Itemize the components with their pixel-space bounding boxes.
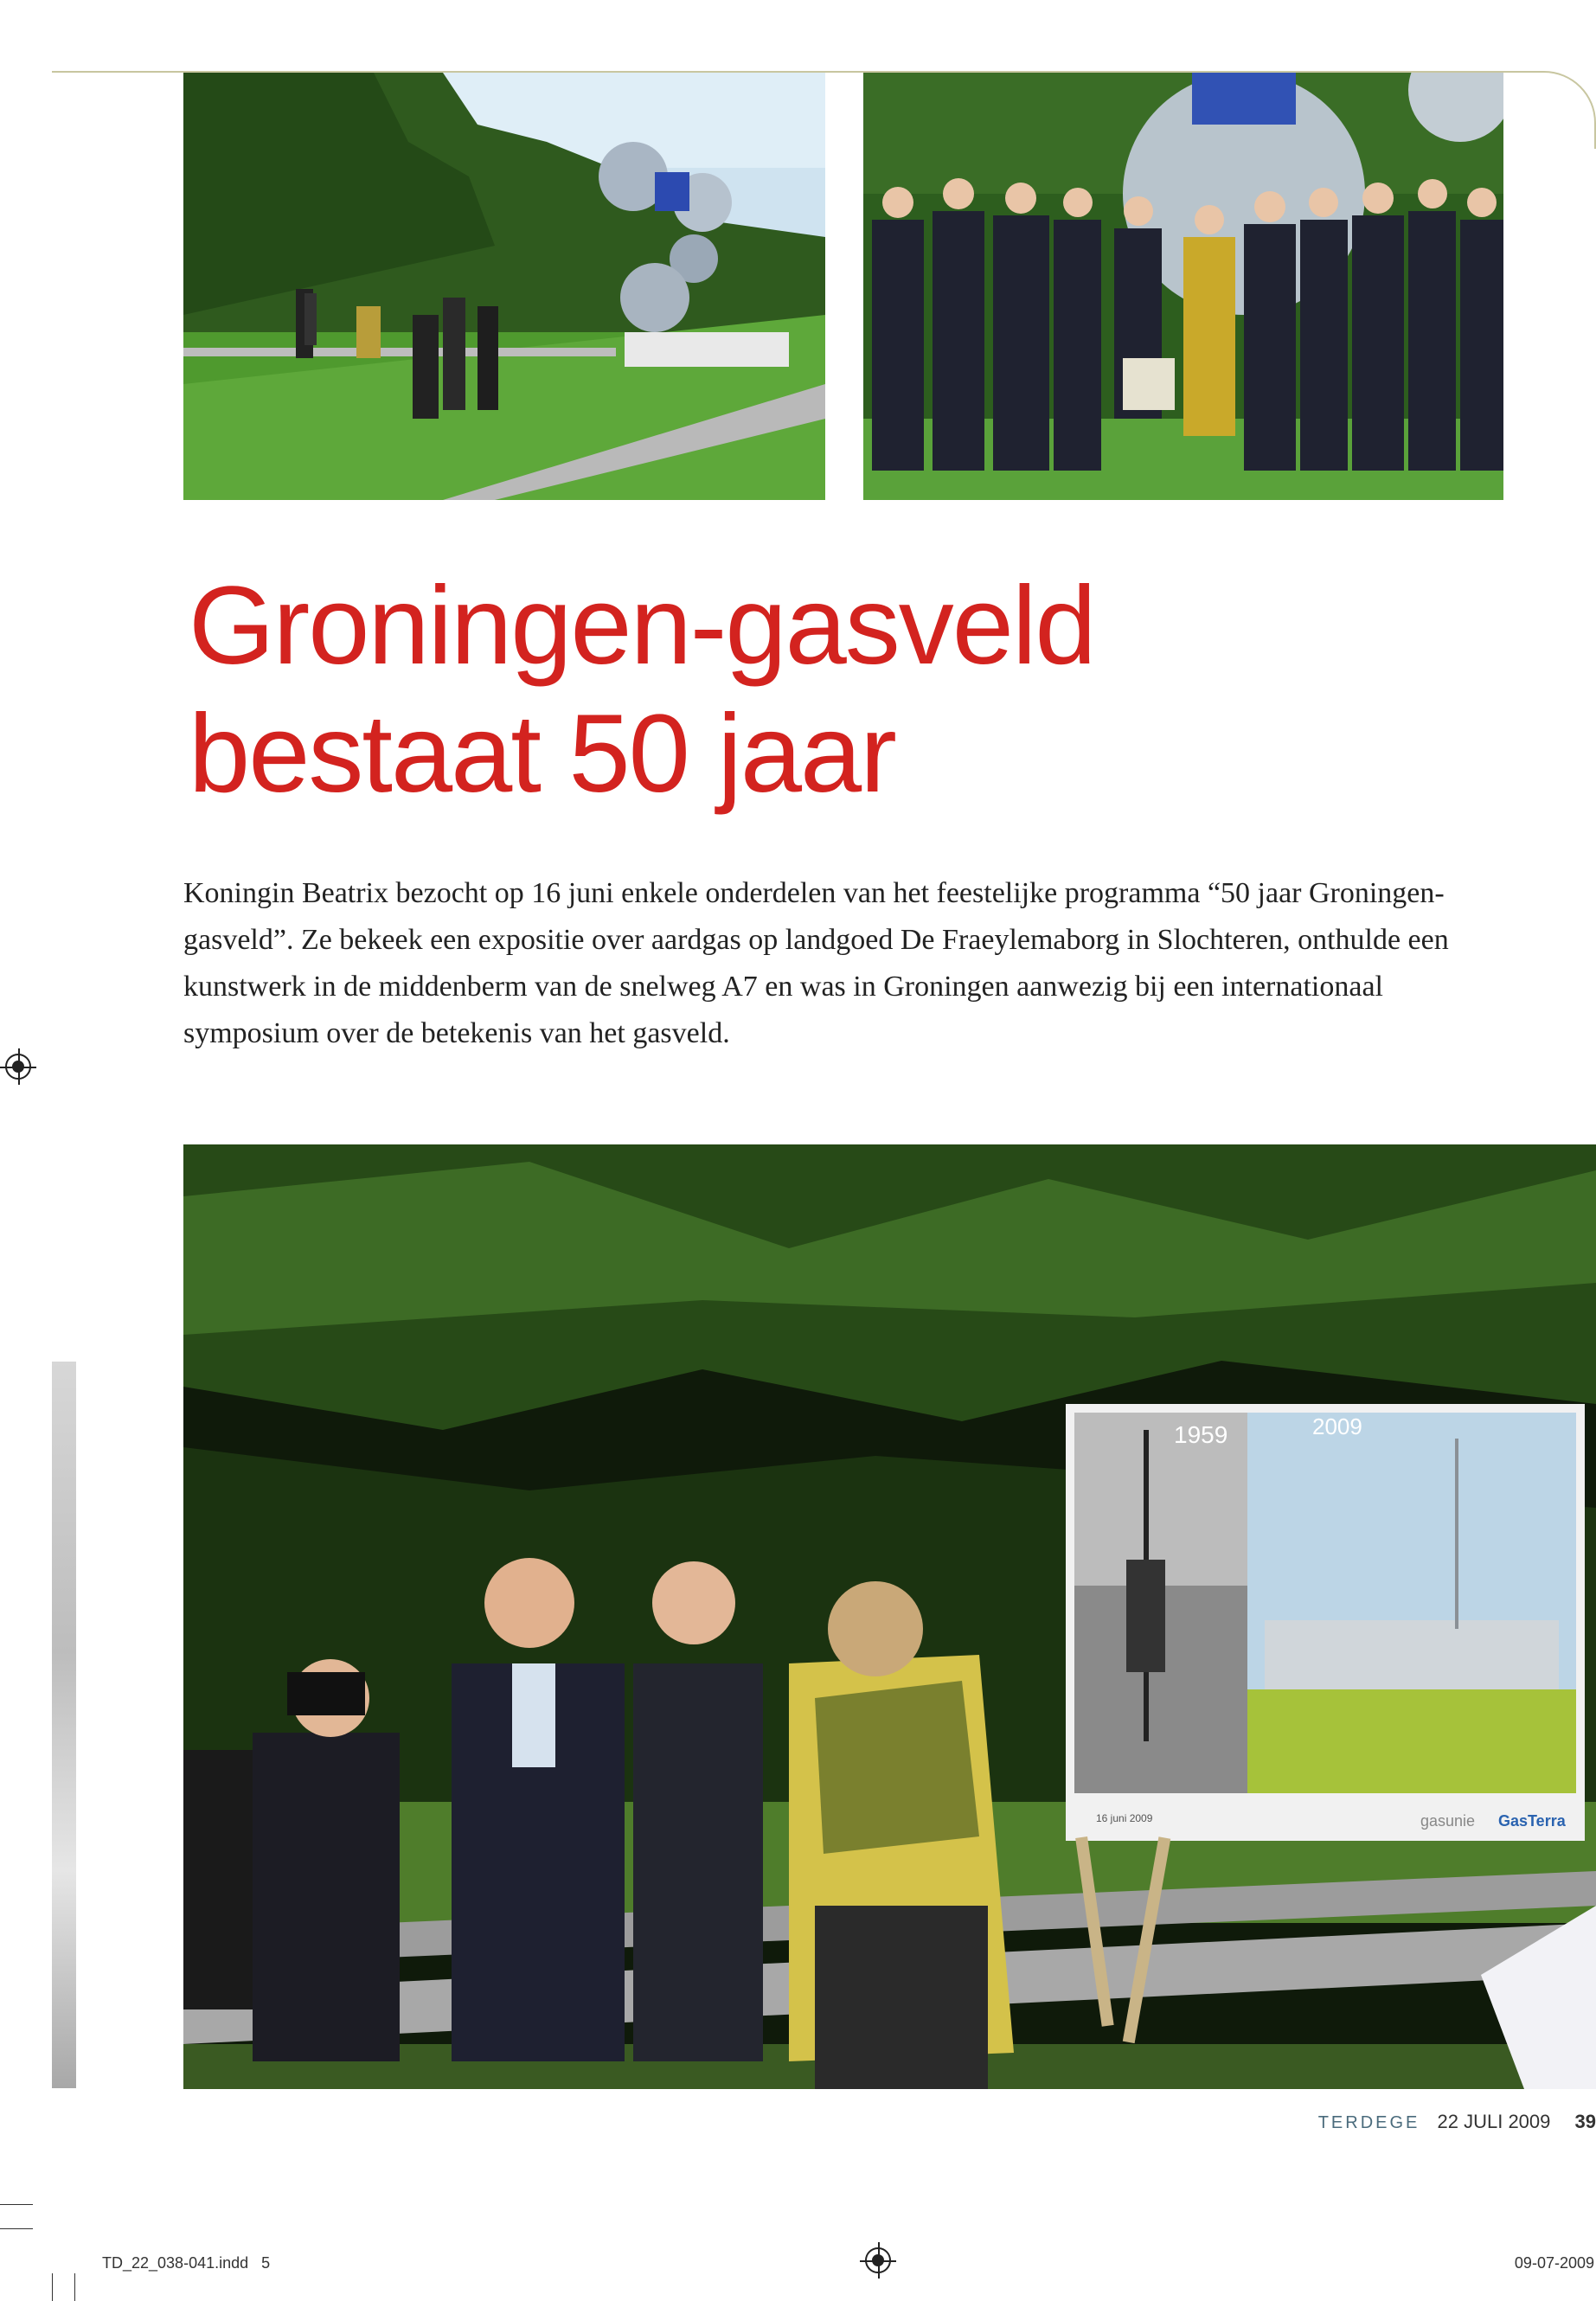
registration-mark-left: [5, 1054, 31, 1080]
previous-page-edge: [52, 1362, 76, 2088]
sign-year-right: 2009: [1312, 1413, 1362, 1439]
photo-unveiling: [183, 1144, 1596, 2089]
photo-group-portrait: [863, 73, 1503, 500]
page-footer: [1318, 2111, 1596, 2133]
footer-date: 22 JULI 2009: [1437, 2111, 1551, 2132]
sign-logo-right: GasTerra: [1498, 1812, 1566, 1830]
registration-mark-bottom: [865, 2247, 891, 2273]
article-lead: Koningin Beatrix bezocht op 16 juni enkele onderdelen van het feestelijke programma “50 jaar Groningen-gasveld”. Ze bekeek een expositie over aardgas op landgoed De Fraeylemaborg in Slochteren, onthulde een kunstwerk in de middenberm van de snelweg A7 en was in Groningen aanwezig bij een internationaal symposium over de betekenis van het gasveld.: [183, 877, 1449, 1049]
crop-mark-h2: [0, 2228, 33, 2229]
crop-mark-v1: [52, 2273, 53, 2301]
top-rule-corner: [1518, 71, 1596, 149]
slug-datestamp: 09-07-2009: [1514, 2254, 1594, 2272]
footer-page-number: 39: [1574, 2111, 1596, 2132]
article-title: [189, 562, 1486, 818]
sign-year-left: 1959: [1174, 1421, 1228, 1448]
crop-mark-v2: [74, 2273, 75, 2301]
title-line-2: bestaat 50 jaar: [189, 692, 895, 816]
footer-magazine: TERDEGE: [1317, 2113, 1420, 2132]
sign-date: 16 juni 2009: [1096, 1812, 1153, 1824]
slug-filename: TD_22_038-041.indd 5: [102, 2254, 271, 2272]
photo-sculpture-median: [183, 73, 825, 500]
crop-mark-h1: [0, 2204, 33, 2205]
title-line-1: Groningen-gasveld: [189, 564, 1095, 688]
sign-logo-left: gasunie: [1420, 1812, 1476, 1830]
